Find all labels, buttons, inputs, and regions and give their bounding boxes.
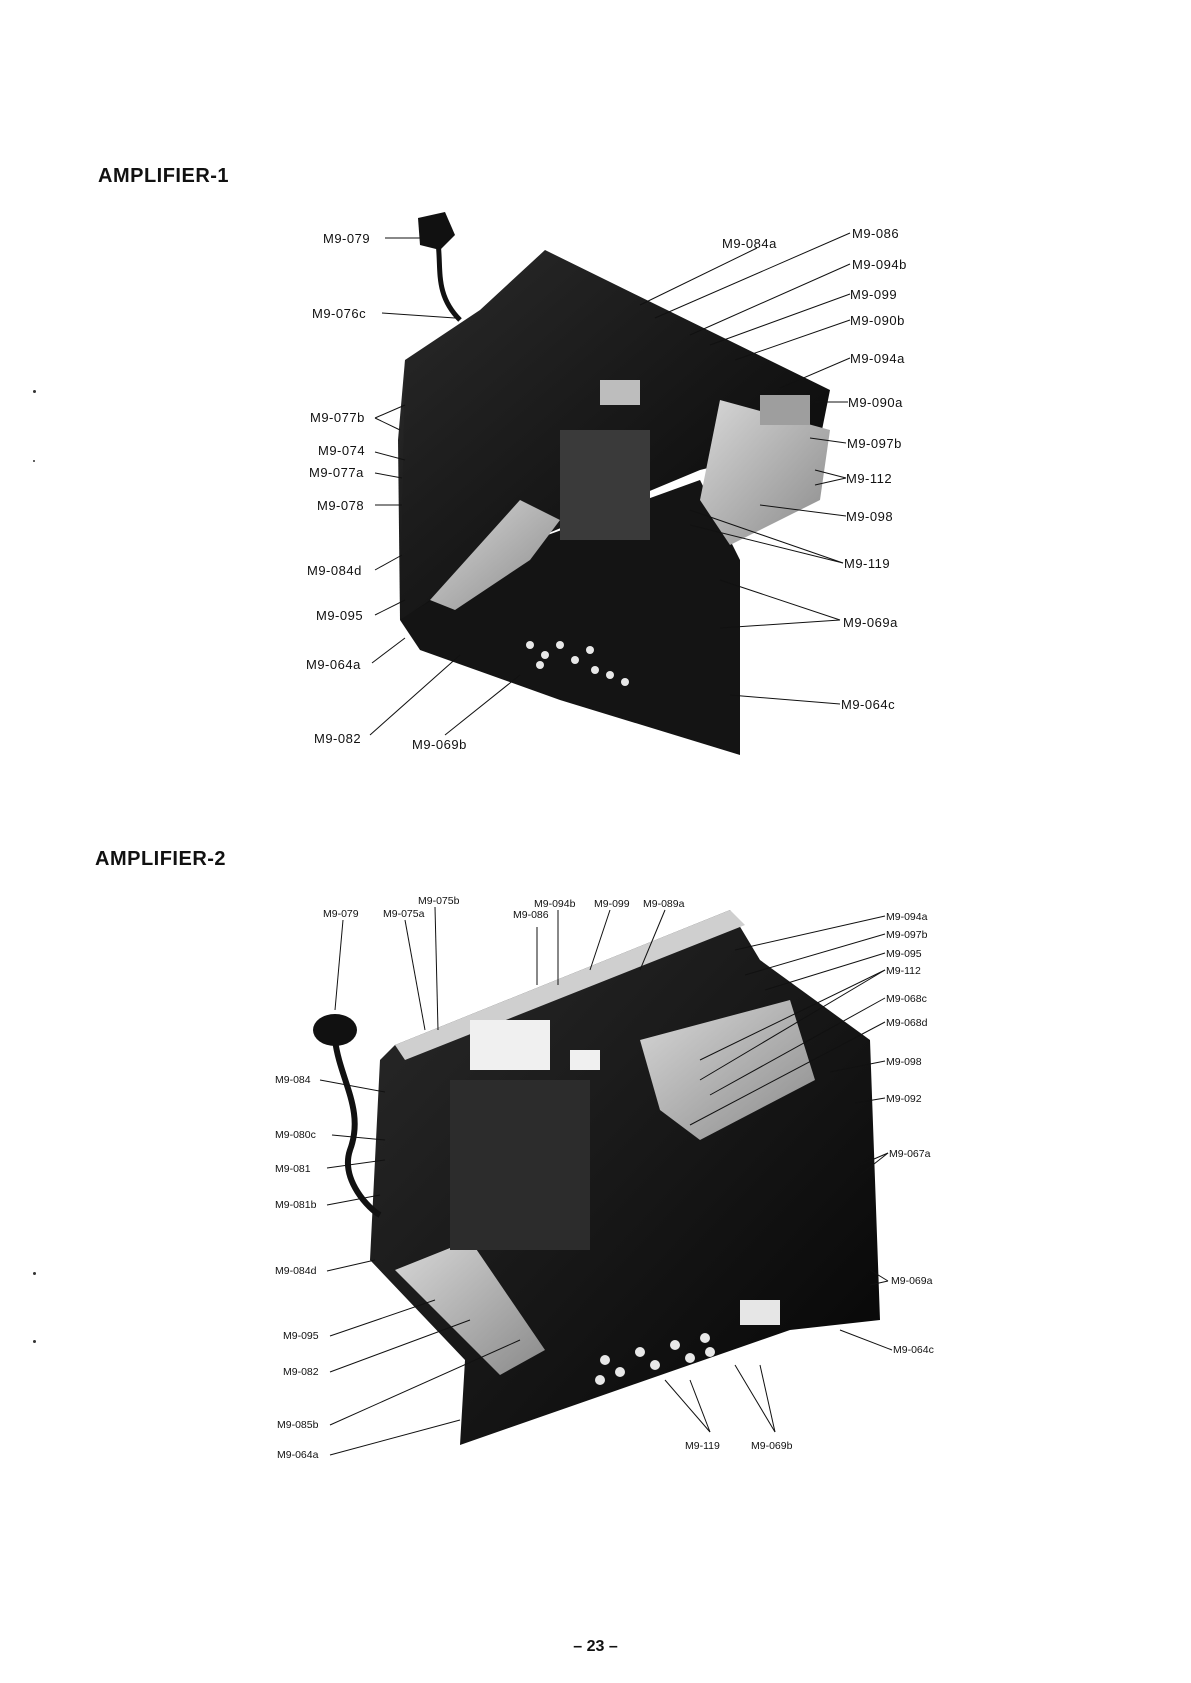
part-label: M9-099 [850,287,898,302]
part-label: M9-064c [841,697,896,712]
power-plug [418,212,455,250]
part-label: M9-097b [847,436,902,451]
part-label: M9-079 [323,908,359,920]
part-label: M9-119 [685,1440,720,1452]
chassis-body [370,910,880,1445]
part-label: M9-075a [383,908,425,920]
part-label: M9-119 [844,556,891,571]
part-label: M9-099 [594,898,630,910]
part-label: M9-085b [277,1419,319,1431]
chassis-opening [570,1050,600,1070]
part-label: M9-112 [886,965,921,977]
amplifier-2-photo [313,910,880,1445]
part-label: M9-086 [852,226,900,241]
part-label: M9-078 [317,498,365,513]
part-label: M9-086 [513,909,549,921]
part-label: M9-095 [283,1330,319,1342]
chassis-opening [470,1020,550,1070]
part-label: M9-067a [889,1148,931,1160]
part-label: M9-064c [893,1344,934,1356]
part-label: M9-069a [843,615,898,630]
part-label: M9-084d [307,563,362,578]
part-label: M9-090b [850,313,905,328]
part-label: M9-069b [412,737,467,752]
part-label: M9-082 [283,1366,319,1378]
part-label: M9-081 [275,1163,311,1175]
part-label: M9-077a [309,465,364,480]
part-label: M9-094a [850,351,905,366]
part-label: M9-081b [275,1199,317,1211]
circuit-board [560,430,650,540]
part-label: M9-068c [886,993,927,1005]
part-label: M9-098 [886,1056,922,1068]
part-label: M9-090a [848,395,903,410]
part-label: M9-095 [886,948,922,960]
part-label: M9-082 [314,731,362,746]
amplifier-1-photo [398,212,830,755]
section-title-amplifier-1: AMPLIFIER-1 [98,165,230,187]
part-label: M9-112 [846,471,893,486]
part-label: M9-089a [643,898,685,910]
part-label: M9-084 [275,1074,311,1086]
power-plug [313,1014,357,1046]
part-label: M9-068d [886,1017,928,1029]
part-label: M9-069b [751,1440,793,1452]
part-label: M9-084a [722,236,777,251]
part-label: M9-098 [846,509,894,524]
page-number: – 23 – [573,1638,618,1655]
part-label: M9-079 [323,231,371,246]
part-label: M9-097b [886,929,928,941]
part-label: M9-075b [418,895,460,907]
part-label: M9-077b [310,410,365,425]
part-label: M9-095 [316,608,364,623]
section-title-amplifier-2: AMPLIFIER-2 [95,848,227,870]
chassis-opening [740,1300,780,1325]
part-label: M9-074 [318,443,366,458]
part-label: M9-094b [852,257,907,272]
part-label: M9-069a [891,1275,933,1287]
part-label: M9-094b [534,898,576,910]
part-label: M9-080c [275,1129,316,1141]
part-label: M9-094a [886,911,928,923]
component [600,380,640,405]
power-cord [335,1040,380,1215]
part-label: M9-084d [275,1265,317,1277]
component [760,395,810,425]
part-label: M9-064a [277,1449,319,1461]
part-label: M9-064a [306,657,361,672]
part-label: M9-076c [312,306,367,321]
part-label: M9-092 [886,1093,922,1105]
circuit-board [450,1080,590,1250]
